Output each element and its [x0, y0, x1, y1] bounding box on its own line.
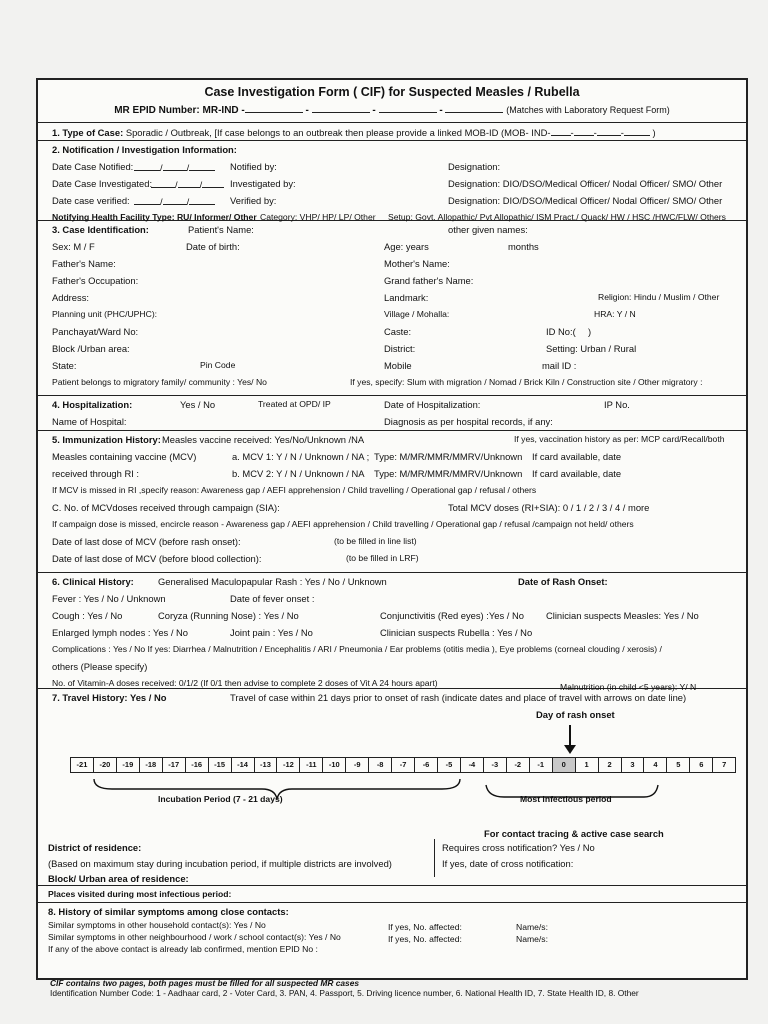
joint-pain-label: Joint pain : Yes / No	[230, 627, 313, 638]
section-1-heading: 1. Type of Case:	[52, 127, 124, 138]
timeline-day-cell[interactable]: -14	[232, 758, 255, 772]
section-type-of-case: 1. Type of Case: Sporadic / Outbreak, [If case belongs to an outbreak then please provide a linked MOB-ID (MOB- IND- - - - )	[38, 123, 746, 141]
section-3-heading: 3. Case Identification:	[52, 224, 149, 235]
section-4-heading: 4. Hospitalization:	[52, 399, 133, 410]
migratory-label: Patient belongs to migratory family/ community : Yes/ No	[52, 377, 267, 387]
designation-options-1: Designation: DIO/DSO/Medical Officer/ Nodal Officer/ SMO/ Other	[448, 178, 723, 189]
neighbour-affected: If yes, No. affected:	[388, 934, 462, 944]
campaign-missed-reason: If campaign dose is missed, encircle reason - Awareness gap / AEFI apprehension / Child travelling / Operational gap / refusal /campaign not held/ others	[52, 519, 634, 529]
total-doses-label: Total MCV doses (RI+SIA): 0 / 1 / 2 / 3 / 4 / more	[448, 502, 650, 513]
timeline-day-cell[interactable]: -13	[255, 758, 278, 772]
vaccine-received: Measles vaccine received: Yes/No/Unknown /NA	[162, 434, 365, 445]
mob-id-label: (MOB- IND-	[501, 127, 551, 138]
grandfather-name-label: Grand father's Name:	[384, 275, 474, 286]
hra-label: HRA: Y / N	[594, 309, 636, 319]
age-label: Age: years	[384, 241, 429, 252]
contact-tracing-label: For contact tracing & active case search	[484, 828, 664, 839]
footer-pages-note: CIF contains two pages, both pages must be filled for all suspected MR cases	[50, 978, 360, 988]
timeline-day-cell[interactable]: -9	[346, 758, 369, 772]
date-notified-label: Date Case Notified:	[52, 161, 134, 172]
facility-category: Category: VHP/ HP/ LP/ Other	[260, 212, 376, 222]
mob-id-close: )	[652, 127, 656, 138]
facility-setup: Setup: Govt. Allopathic/ Pvt Allopathic/ ISM Pract./ Quack/ HW / HSC /HWC/FLW/ Others	[388, 212, 726, 222]
patient-name-label: Patient's Name:	[188, 224, 254, 235]
epid-number-row: MR EPID Number: MR-IND - - - - (Matches with Laboratory Request Form)	[114, 105, 670, 116]
mcv-label-1: Measles containing vaccine (MCV)	[52, 451, 197, 462]
timeline-day-cell[interactable]: -12	[277, 758, 300, 772]
block-label: Block /Urban area:	[52, 343, 130, 354]
section-contacts	[38, 903, 746, 963]
timeline-day-cell[interactable]: -5	[438, 758, 461, 772]
sex-label: Sex: M / F	[52, 241, 95, 252]
travel-instruction: Travel of case within 21 days prior to onset of rash (indicate dates and place of travel with arrows on date line)	[230, 692, 687, 703]
mob-id-field-4[interactable]	[624, 126, 650, 136]
mcv1-card-date: If card available, date	[532, 451, 622, 462]
mail-label: mail ID :	[542, 360, 577, 371]
mob-id-field-1[interactable]	[551, 126, 571, 136]
hosp-yesno: Yes / No	[180, 399, 216, 410]
mobile-label: Mobile	[384, 360, 412, 371]
type-of-case-text: Sporadic / Outbreak, [If case belongs to an outbreak then please provide a linked MOB-ID	[125, 127, 499, 138]
section-clinical-history	[38, 573, 746, 692]
date-hosp-label: Date of Hospitalization:	[384, 399, 481, 410]
state-label: State:	[52, 360, 77, 371]
section-case-identification	[38, 221, 746, 396]
notified-by-label: Notified by:	[230, 161, 277, 172]
vaccination-history-source: If yes, vaccination history as per: MCP card/Recall/both	[514, 434, 725, 444]
timeline-day-cell[interactable]: -1	[530, 758, 553, 772]
verified-by-label: Verified by:	[230, 195, 277, 206]
clinician-rubella-label: Clinician suspects Rubella : Yes / No	[380, 627, 533, 638]
clinician-measles-label: Clinician suspects Measles: Yes / No	[546, 610, 699, 621]
timeline-day-cell[interactable]: -8	[369, 758, 392, 772]
timeline-day-cell[interactable]: 7	[722, 760, 727, 769]
footer-id-codes: Identification Number Code: 1 - Aadhaar card, 2 - Voter Card, 3. PAN, 4. Passport, 5. Driving licence number, 6. National Health ID, 7. State Health ID, 8. Other	[50, 988, 639, 998]
cough-label: Cough : Yes / No	[52, 610, 123, 621]
neighbour-label: Similar symptoms in other neighbourhood / work / school contact(s): Yes / No	[48, 932, 341, 942]
timeline-day-cell[interactable]: 6	[690, 758, 713, 772]
fever-label: Fever : Yes / No / Unknown	[52, 593, 166, 604]
timeline-day-cell[interactable]: 3	[622, 758, 645, 772]
dob-label: Date of birth:	[186, 241, 240, 252]
months-label: months	[508, 241, 539, 252]
vitamin-a-label: No. of Vitamin-A doses received: 0/1/2 (If 0/1 then advise to complete 2 doses of Vit A 24 hours apart)	[52, 678, 438, 688]
epid-field-2[interactable]	[312, 103, 370, 113]
campaign-doses-label: C. No. of MCVdoses received through campaign (SIA):	[52, 502, 280, 513]
coryza-label: Coryza (Running Nose) : Yes / No	[158, 610, 299, 621]
father-occupation-label: Father's Occupation:	[52, 275, 139, 286]
setting-label: Setting: Urban / Rural	[546, 343, 637, 354]
village-label: Village / Mohalla:	[384, 309, 450, 319]
caste-label: Caste:	[384, 326, 412, 337]
landmark-label: Landmark:	[384, 292, 429, 303]
case-investigation-form	[36, 78, 748, 980]
form-header	[38, 80, 746, 123]
last-dose-rash-label: Date of last dose of MCV (before rash onset):	[52, 536, 241, 547]
mcv2-type: Type: M/MR/MMR/MMRV/Unknown	[374, 468, 523, 479]
section-hospitalization	[38, 396, 746, 431]
treated-at: Treated at OPD/ IP	[258, 399, 331, 409]
diagnosis-label: Diagnosis as per hospital records, if any:	[384, 416, 553, 427]
planning-unit-label: Planning unit (PHC/UPHC):	[52, 309, 158, 319]
section-immunization	[38, 431, 746, 573]
malnutrition-label: Malnutrition (in child <5 years): Y/ N	[560, 682, 697, 692]
timeline-day-cell[interactable]: -18	[140, 758, 163, 772]
timeline-day-cell[interactable]: -2	[507, 758, 530, 772]
incubation-period-label: Incubation Period (7 - 21 days)	[158, 794, 283, 804]
block-residence-label: Block/ Urban area of residence:	[48, 873, 189, 884]
timeline-day-cell[interactable]: -7	[392, 758, 415, 772]
section-6-heading: 6. Clinical History:	[52, 576, 134, 587]
places-visited-label: Places visited during most infectious period:	[48, 889, 232, 899]
timeline-day-cell[interactable]: -17	[163, 758, 186, 772]
other-names-label: other given names:	[448, 224, 528, 235]
cross-notification-label: Requires cross notification? Yes / No	[442, 842, 595, 853]
form-footer	[50, 978, 750, 998]
timeline-day-cell[interactable]: 5	[667, 758, 690, 772]
mcv-missed-reason: If MCV is missed in RI ,specify reason: Awareness gap / AEFI apprehension / Child travelling / Operational gap / refusal / others	[52, 485, 537, 495]
timeline-day-cell[interactable]: -20	[94, 758, 117, 772]
neighbour-names: Name/s:	[516, 934, 548, 944]
line-list-note: (to be filled in line list)	[334, 536, 417, 546]
mcv2-label: b. MCV 2: Y / N / Unknown / NA	[232, 468, 365, 479]
places-visited-row	[38, 886, 746, 903]
hospital-name-label: Name of Hospital:	[52, 416, 127, 427]
mob-id-field-3[interactable]	[597, 126, 621, 136]
timeline-day-cell[interactable]: 1	[576, 758, 599, 772]
timeline-day-cell[interactable]: 4	[644, 758, 667, 772]
timeline-day-cell[interactable]: -16	[186, 758, 209, 772]
mcv-label-2: received through RI :	[52, 468, 140, 479]
date-investigated-label: Date Case Investigated:	[52, 178, 153, 189]
timeline-day-cell[interactable]: -15	[209, 758, 232, 772]
epid-field-4[interactable]	[445, 103, 503, 113]
timeline-day-cell[interactable]: 2	[599, 758, 622, 772]
timeline-day-cell[interactable]: -6	[415, 758, 438, 772]
mob-id-field-2[interactable]	[574, 126, 594, 136]
date-notified-field[interactable]: / /	[134, 161, 215, 173]
father-name-label: Father's Name:	[52, 258, 116, 269]
complications-label: Complications : Yes / No If yes: Diarrhea / Malnutrition / Encephalitis / ARI / Pneumonia / Ear problems (otitis media ), Eye problems (corneal clouding / xerosis) /	[52, 644, 662, 654]
migratory-specify: If yes, specify: Slum with migration / Nomad / Brick Kiln / Construction site / Other migratory :	[350, 377, 703, 387]
mother-name-label: Mother's Name:	[384, 258, 450, 269]
section-notification	[38, 141, 746, 221]
epid-label: MR EPID Number: MR-IND -	[114, 105, 245, 116]
panchayat-label: Panchayat/Ward No:	[52, 326, 139, 337]
household-affected: If yes, No. affected:	[388, 922, 462, 932]
epid-field-3[interactable]	[379, 103, 437, 113]
district-label: District:	[384, 343, 416, 354]
district-residence-label: District of residence:	[48, 842, 142, 853]
rash-onset-label: Date of Rash Onset:	[518, 576, 608, 587]
date-investigated-field[interactable]: / /	[151, 178, 224, 190]
section-5-heading: 5. Immunization History:	[52, 434, 161, 445]
lab-confirmed-label: If any of the above contact is already lab confirmed, mention EPID No :	[48, 944, 318, 954]
mcv1-type: Type: M/MR/MMR/MMRV/Unknown	[374, 451, 523, 462]
section-8-heading: 8. History of similar symptoms among close contacts:	[48, 906, 289, 917]
timeline-day-cell[interactable]: 0	[553, 758, 576, 772]
timeline-day-cell[interactable]: -19	[117, 758, 140, 772]
designation-options-2: Designation: DIO/DSO/Medical Officer/ Nodal Officer/ SMO/ Other	[448, 195, 723, 206]
timeline-day-cell[interactable]: -10	[323, 758, 346, 772]
mcv2-card-date: If card available, date	[532, 468, 622, 479]
section-2-heading: 2. Notification / Investigation Information:	[52, 144, 237, 155]
rash-label: Generalised Maculopapular Rash : Yes / No / Unknown	[158, 576, 387, 587]
timeline-day-cell[interactable]: -3	[484, 758, 507, 772]
timeline-day-cell[interactable]: -21	[71, 758, 94, 772]
day-of-rash-onset: Day of rash onset	[536, 709, 615, 720]
timeline-day-cell[interactable]: -11	[300, 758, 323, 772]
date-timeline[interactable]	[70, 757, 736, 773]
ip-no-label: IP No.	[604, 399, 630, 410]
cross-notification-date: If yes, date of cross notification:	[442, 858, 574, 869]
lrf-note: (to be filled in LRF)	[346, 553, 419, 563]
conjunctivitis-label: Conjunctivitis (Red eyes) :Yes / No	[380, 610, 524, 621]
facility-type: Notifying Health Facility Type: RU/ Informer/ Other	[52, 212, 257, 222]
date-verified-label: Date case verified:	[52, 195, 130, 206]
section-travel-history	[38, 689, 746, 886]
lymph-label: Enlarged lymph nodes : Yes / No	[52, 627, 189, 638]
district-based-note: (Based on maximum stay during incubation period, if multiple districts are involved)	[48, 858, 392, 869]
last-dose-blood-label: Date of last dose of MCV (before blood collection):	[52, 553, 262, 564]
designation-label: Designation:	[448, 161, 501, 172]
fever-onset-label: Date of fever onset :	[230, 593, 315, 604]
address-label: Address:	[52, 292, 89, 303]
epid-note: (Matches with Laboratory Request Form)	[506, 105, 670, 115]
household-label: Similar symptoms in other household contact(s): Yes / No	[48, 920, 266, 930]
infectious-period-label: Most infectious period	[520, 794, 612, 804]
religion-label: Religion: Hindu / Muslim / Other	[598, 292, 720, 302]
mcv1-label: a. MCV 1: Y / N / Unknown / NA ;	[232, 451, 370, 462]
rash-onset-arrow	[564, 725, 576, 755]
household-names: Name/s:	[516, 922, 548, 932]
form-title: Case Investigation Form ( CIF) for Suspected Measles / Rubella	[204, 85, 580, 99]
date-verified-field[interactable]: / /	[134, 195, 215, 207]
id-no-label: ID No:(	[546, 326, 576, 337]
others-specify-label: others (Please specify)	[52, 661, 148, 672]
section-7-heading: 7. Travel History: Yes / No	[52, 692, 167, 703]
epid-field-1[interactable]	[245, 103, 303, 113]
timeline-day-cell[interactable]: -4	[461, 758, 484, 772]
investigated-by-label: Investigated by:	[230, 178, 296, 189]
pin-code-label: Pin Code	[200, 360, 236, 370]
id-no-close: )	[588, 326, 592, 337]
